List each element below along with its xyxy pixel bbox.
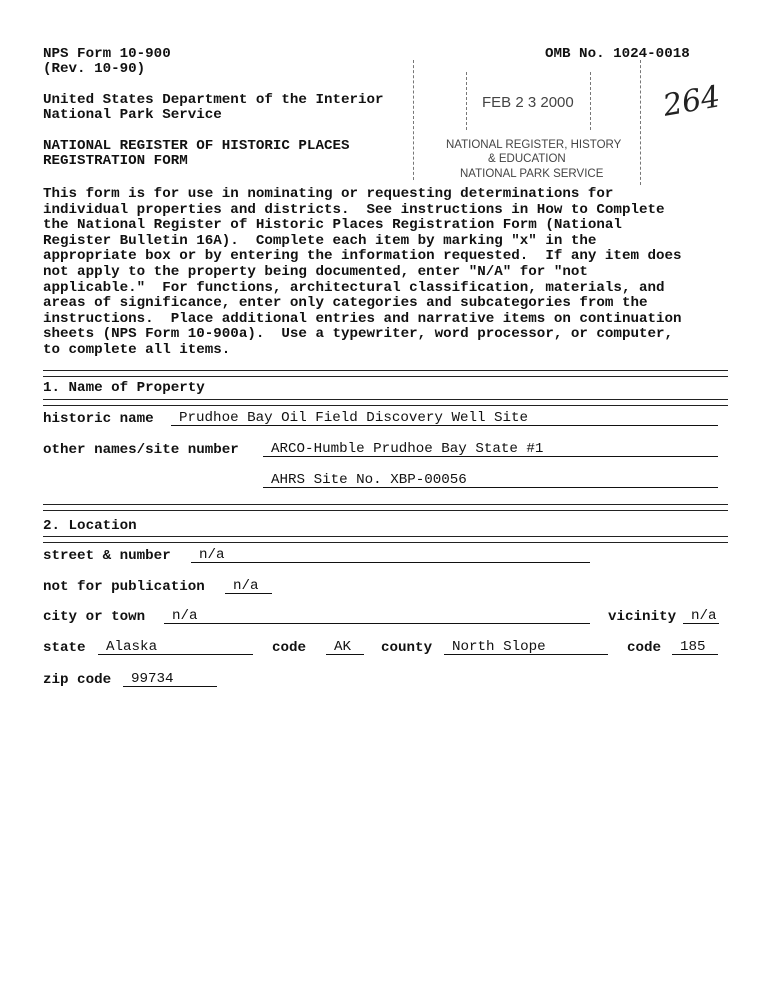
historic-name-field[interactable]: Prudhoe Bay Oil Field Discovery Well Site (171, 411, 718, 426)
instruction-line: to complete all items. (43, 341, 231, 358)
county-code-field[interactable]: 185 (672, 640, 718, 655)
stamp-date: FEB 2 3 2000 (482, 94, 574, 111)
form-subtitle: REGISTRATION FORM (43, 153, 188, 169)
state-code-label: code (272, 640, 307, 656)
zip-code-label: zip code (43, 672, 112, 688)
not-for-publication-field[interactable]: n/a (225, 579, 272, 594)
form-revision: (Rev. 10-90) (43, 61, 146, 77)
form-title: NATIONAL REGISTER OF HISTORIC PLACES (43, 138, 350, 154)
form-number: NPS Form 10-900 (43, 46, 171, 62)
section-divider (43, 399, 728, 406)
county-code-label: code (627, 640, 662, 656)
instruction-line: applicable." For functions, architectural classification, materials, and (43, 279, 665, 296)
section-divider (43, 504, 728, 511)
not-for-publication-label: not for publication (43, 579, 205, 595)
instruction-line: sheets (NPS Form 10-900a). Use a typewriter, word processor, or computer, (43, 326, 674, 343)
service-name: National Park Service (43, 107, 222, 123)
city-town-label: city or town (43, 609, 146, 625)
street-number-field[interactable]: n/a (191, 548, 590, 563)
stamp-line-1: NATIONAL REGISTER, HISTORY (446, 139, 622, 151)
instruction-line: areas of significance, enter only categories and subcategories from the (43, 295, 648, 312)
historic-name-label: historic name (43, 411, 154, 427)
instruction-line: appropriate box or by entering the information requested. If any item does (43, 248, 682, 265)
section-divider (43, 370, 728, 377)
section-divider (43, 536, 728, 543)
site-number-field[interactable]: AHRS Site No. XBP-00056 (263, 473, 718, 488)
county-label: county (381, 640, 433, 656)
instruction-line: This form is for use in nominating or requesting determinations for (43, 186, 614, 202)
instruction-line: the National Register of Historic Places Registration Form (National (43, 217, 622, 234)
omb-number: OMB No. 1024-0018 (545, 46, 690, 62)
instruction-line: not apply to the property being documented, enter "N/A" for "not (43, 263, 588, 280)
department-name: United States Department of the Interior (43, 92, 384, 108)
vicinity-label: vicinity (608, 609, 677, 625)
state-code-field[interactable]: AK (326, 640, 364, 655)
state-field[interactable]: Alaska (98, 640, 253, 655)
handwritten-number: 264 (660, 79, 723, 124)
street-number-label: street & number (43, 548, 171, 564)
section-1-heading: 1. Name of Property (43, 380, 205, 396)
instructions-paragraph (43, 187, 743, 359)
instruction-line: individual properties and districts. See instructions in How to Complete (43, 201, 665, 218)
city-town-field[interactable]: n/a (164, 609, 590, 624)
vicinity-field[interactable]: n/a (683, 609, 719, 624)
state-label: state (43, 640, 86, 656)
other-names-label: other names/site number (43, 442, 239, 458)
instruction-line: Register Bulletin 16A). Complete each item by marking "x" in the (43, 232, 597, 249)
stamp-line-3: NATIONAL PARK SERVICE (460, 168, 604, 180)
stamp-line-2: & EDUCATION (488, 153, 566, 165)
other-names-field[interactable]: ARCO-Humble Prudhoe Bay State #1 (263, 442, 718, 457)
section-2-heading: 2. Location (43, 518, 137, 534)
zip-code-field[interactable]: 99734 (123, 672, 217, 687)
county-field[interactable]: North Slope (444, 640, 608, 655)
instruction-line: instructions. Place additional entries and narrative items on continuation (43, 310, 682, 327)
